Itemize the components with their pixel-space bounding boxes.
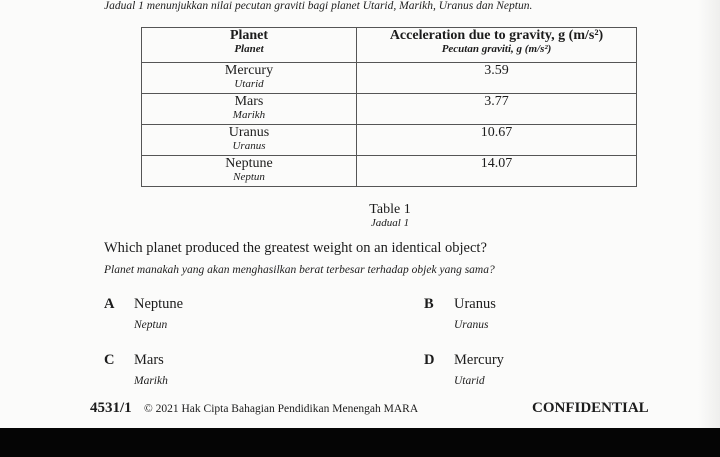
option-label: Neptune <box>134 296 184 312</box>
paper-code: 4531/1 <box>90 400 132 416</box>
question-text: Which planet produced the greatest weight on an identical object? <box>104 240 487 256</box>
planet-name-ms: Utarid <box>234 78 264 90</box>
bottom-black-bar <box>0 428 720 457</box>
planet-cell <box>142 94 357 125</box>
header-planet-label: Planet <box>229 28 269 43</box>
page-edge-shadow <box>698 0 720 428</box>
table-caption-label: Table 1 <box>369 202 411 217</box>
planet-cell <box>142 125 357 156</box>
option-letter: A <box>104 296 115 312</box>
planet-cell <box>142 63 357 94</box>
option-label-ms: Neptun <box>134 319 168 331</box>
gravity-table <box>141 27 637 187</box>
table-row <box>142 125 637 156</box>
copyright-text: © 2021 Hak Cipta Bahagian Pendidikan Menengah MARA <box>144 403 419 415</box>
option-label: Mercury <box>454 352 504 368</box>
planet-name-ms: Uranus <box>232 140 266 152</box>
option-label: Mars <box>134 352 164 368</box>
option-letter: C <box>104 352 115 368</box>
planet-name: Mercury <box>224 63 274 78</box>
planet-name-ms: Marikh <box>232 109 266 121</box>
table-intro-text: Jadual 1 menunjukkan nilai pecutan graviti bagi planet Utarid, Marikh, Uranus dan Neptun. <box>104 0 533 12</box>
planet-name-ms: Neptun <box>233 171 265 183</box>
option-letter: B <box>424 296 434 312</box>
planet-name: Uranus <box>228 125 270 140</box>
table-caption <box>30 202 720 229</box>
table-header-row <box>142 28 637 63</box>
option-label-ms: Uranus <box>454 319 489 331</box>
option-label-ms: Marikh <box>134 375 168 387</box>
header-planet <box>142 28 357 63</box>
planet-name: Neptune <box>225 156 273 171</box>
gravity-value: 3.77 <box>357 94 637 125</box>
header-acceleration-label: Acceleration due to gravity, g (m/s²) <box>389 28 604 43</box>
table-caption-label-ms: Jadual 1 <box>370 217 410 229</box>
gravity-value: 10.67 <box>357 125 637 156</box>
header-planet-label-ms: Planet <box>234 43 264 55</box>
table-row <box>142 156 637 187</box>
gravity-value: 14.07 <box>357 156 637 187</box>
table-row <box>142 63 637 94</box>
planet-cell <box>142 156 357 187</box>
table-row <box>142 94 637 125</box>
planet-name: Mars <box>234 94 264 109</box>
gravity-value: 3.59 <box>357 63 637 94</box>
option-letter: D <box>424 352 435 368</box>
question-text-ms: Planet manakah yang akan menghasilkan berat terbesar terhadap objek yang sama? <box>104 264 495 276</box>
option-label: Uranus <box>454 296 496 312</box>
option-label-ms: Utarid <box>454 375 485 387</box>
confidential-label: CONFIDENTIAL <box>532 400 649 416</box>
header-acceleration <box>357 28 637 63</box>
header-acceleration-label-ms: Pecutan graviti, g (m/s²) <box>441 43 552 55</box>
